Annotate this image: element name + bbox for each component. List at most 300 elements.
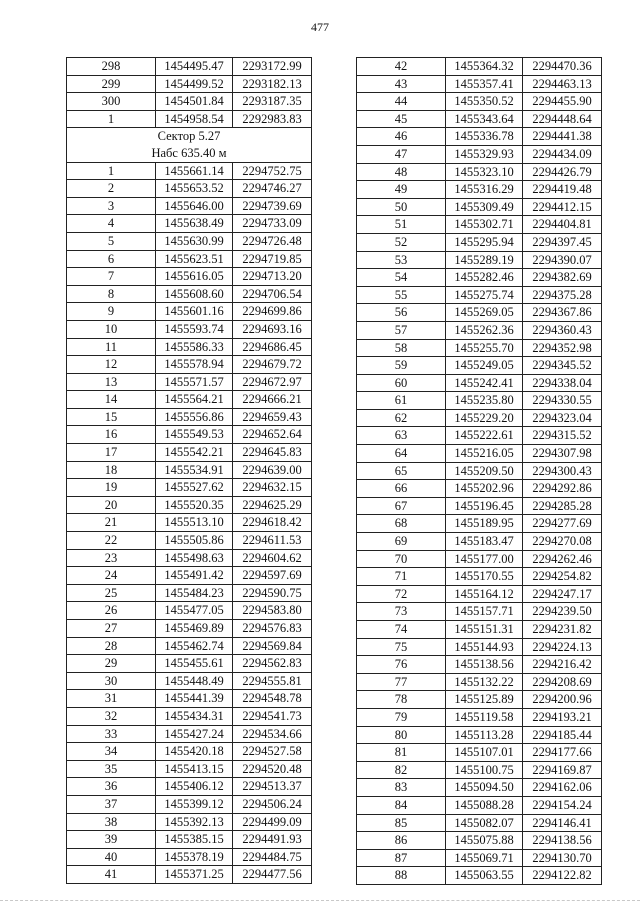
- y-coordinate-cell: 2294499.09: [233, 813, 312, 831]
- point-number-cell: 49: [357, 181, 446, 199]
- x-coordinate-cell: 1455520.35: [156, 496, 233, 514]
- table-row: [67, 743, 312, 761]
- table-row: [357, 621, 602, 639]
- point-number-cell: 71: [357, 568, 446, 586]
- x-coordinate-cell: 1455564.21: [156, 391, 233, 409]
- x-coordinate-cell: 1455229.20: [446, 409, 523, 427]
- x-coordinate-cell: 1455249.05: [446, 357, 523, 375]
- x-coordinate-cell: 1455455.61: [156, 655, 233, 673]
- table-row: [67, 795, 312, 813]
- table-row: [67, 848, 312, 866]
- point-number-cell: 16: [67, 426, 156, 444]
- x-coordinate-cell: 1455196.45: [446, 497, 523, 515]
- x-coordinate-cell: 1455491.42: [156, 567, 233, 585]
- y-coordinate-cell: 2294706.54: [233, 285, 312, 303]
- y-coordinate-cell: 2293187.35: [233, 93, 312, 111]
- x-coordinate-cell: 1455646.00: [156, 197, 233, 215]
- point-number-cell: 30: [67, 672, 156, 690]
- point-number-cell: 12: [67, 356, 156, 374]
- point-number-cell: 1: [67, 110, 156, 128]
- table-row: [357, 638, 602, 656]
- point-number-cell: 77: [357, 673, 446, 691]
- table-row: [67, 584, 312, 602]
- point-number-cell: 15: [67, 408, 156, 426]
- y-coordinate-cell: 2294672.97: [233, 373, 312, 391]
- table-row: [357, 163, 602, 181]
- x-coordinate-cell: 1455608.60: [156, 285, 233, 303]
- table-row: [67, 285, 312, 303]
- table-row: [67, 426, 312, 444]
- x-coordinate-cell: 1455125.89: [446, 691, 523, 709]
- y-coordinate-cell: 2294632.15: [233, 479, 312, 497]
- y-coordinate-cell: 2294367.86: [523, 304, 602, 322]
- x-coordinate-cell: 1455513.10: [156, 514, 233, 532]
- x-coordinate-cell: 1455542.21: [156, 444, 233, 462]
- x-coordinate-cell: 1454495.47: [156, 58, 233, 76]
- table-row: [357, 75, 602, 93]
- point-number-cell: 46: [357, 128, 446, 146]
- table-row: [357, 321, 602, 339]
- y-coordinate-cell: 2294686.45: [233, 338, 312, 356]
- x-coordinate-cell: 1455295.94: [446, 233, 523, 251]
- x-coordinate-cell: 1455653.52: [156, 180, 233, 198]
- x-coordinate-cell: 1455357.41: [446, 75, 523, 93]
- table-row: [357, 462, 602, 480]
- point-number-cell: 65: [357, 462, 446, 480]
- x-coordinate-cell: 1455082.07: [446, 814, 523, 832]
- y-coordinate-cell: 2294520.48: [233, 760, 312, 778]
- point-number-cell: 298: [67, 58, 156, 76]
- y-coordinate-cell: 2294652.64: [233, 426, 312, 444]
- y-coordinate-cell: 2294455.90: [523, 93, 602, 111]
- table-row: [357, 427, 602, 445]
- point-number-cell: 29: [67, 655, 156, 673]
- x-coordinate-cell: 1455593.74: [156, 320, 233, 338]
- x-coordinate-cell: 1455477.05: [156, 602, 233, 620]
- x-coordinate-cell: 1455385.15: [156, 831, 233, 849]
- point-number-cell: 53: [357, 251, 446, 269]
- table-row: [357, 832, 602, 850]
- y-coordinate-cell: 2294390.07: [523, 251, 602, 269]
- y-coordinate-cell: 2294404.81: [523, 216, 602, 234]
- table-row: [357, 198, 602, 216]
- y-coordinate-cell: 2294597.69: [233, 567, 312, 585]
- y-coordinate-cell: 2294375.28: [523, 286, 602, 304]
- y-coordinate-cell: 2294739.69: [233, 197, 312, 215]
- y-coordinate-cell: 2294360.43: [523, 321, 602, 339]
- x-coordinate-cell: 1455498.63: [156, 549, 233, 567]
- y-coordinate-cell: 2294555.81: [233, 672, 312, 690]
- table-row: [67, 197, 312, 215]
- x-coordinate-cell: 1455329.93: [446, 145, 523, 163]
- x-coordinate-cell: 1455235.80: [446, 392, 523, 410]
- x-coordinate-cell: 1455336.78: [446, 128, 523, 146]
- sector-header-cell: [67, 128, 312, 162]
- table-row: [67, 620, 312, 638]
- point-number-cell: 9: [67, 303, 156, 321]
- table-row: [67, 232, 312, 250]
- point-number-cell: 57: [357, 321, 446, 339]
- table-row: [357, 708, 602, 726]
- x-coordinate-cell: 1455216.05: [446, 445, 523, 463]
- point-number-cell: 28: [67, 637, 156, 655]
- y-coordinate-cell: 2294323.04: [523, 409, 602, 427]
- y-coordinate-cell: 2293182.13: [233, 75, 312, 93]
- point-number-cell: 59: [357, 357, 446, 375]
- table-row: [357, 374, 602, 392]
- table-row: [357, 726, 602, 744]
- table-row: [67, 356, 312, 374]
- x-coordinate-cell: 1455427.24: [156, 725, 233, 743]
- table-row: [67, 760, 312, 778]
- x-coordinate-cell: 1455578.94: [156, 356, 233, 374]
- x-coordinate-cell: 1455556.86: [156, 408, 233, 426]
- x-coordinate-cell: 1455462.74: [156, 637, 233, 655]
- table-row: [67, 110, 312, 128]
- table-row: [67, 479, 312, 497]
- x-coordinate-cell: 1455534.91: [156, 461, 233, 479]
- y-coordinate-cell: 2294434.09: [523, 145, 602, 163]
- x-coordinate-cell: 1455262.36: [446, 321, 523, 339]
- table-row: [67, 320, 312, 338]
- scan-edge-line: [0, 900, 640, 901]
- point-number-cell: 66: [357, 480, 446, 498]
- y-coordinate-cell: 2294277.69: [523, 515, 602, 533]
- y-coordinate-cell: 2294154.24: [523, 796, 602, 814]
- x-coordinate-cell: 1455309.49: [446, 198, 523, 216]
- x-coordinate-cell: 1455549.53: [156, 426, 233, 444]
- point-number-cell: 20: [67, 496, 156, 514]
- x-coordinate-cell: 1455399.12: [156, 795, 233, 813]
- table-row: [67, 250, 312, 268]
- point-number-cell: 87: [357, 849, 446, 867]
- y-coordinate-cell: 2294412.15: [523, 198, 602, 216]
- x-coordinate-cell: 1454501.84: [156, 93, 233, 111]
- table-row: [357, 480, 602, 498]
- y-coordinate-cell: 2292983.83: [233, 110, 312, 128]
- point-number-cell: 18: [67, 461, 156, 479]
- y-coordinate-cell: 2294138.56: [523, 832, 602, 850]
- point-number-cell: 85: [357, 814, 446, 832]
- y-coordinate-cell: 2294583.80: [233, 602, 312, 620]
- y-coordinate-cell: 2294345.52: [523, 357, 602, 375]
- point-number-cell: 4: [67, 215, 156, 233]
- table-row: [357, 533, 602, 551]
- table-row: [357, 497, 602, 515]
- x-coordinate-cell: 1455132.22: [446, 673, 523, 691]
- x-coordinate-cell: 1455378.19: [156, 848, 233, 866]
- y-coordinate-cell: 2294625.29: [233, 496, 312, 514]
- x-coordinate-cell: 1455255.70: [446, 339, 523, 357]
- y-coordinate-cell: 2294713.20: [233, 268, 312, 286]
- point-number-cell: 25: [67, 584, 156, 602]
- y-coordinate-cell: 2294463.13: [523, 75, 602, 93]
- y-coordinate-cell: 2294177.66: [523, 744, 602, 762]
- x-coordinate-cell: 1455107.01: [446, 744, 523, 762]
- point-number-cell: 3: [67, 197, 156, 215]
- point-number-cell: 34: [67, 743, 156, 761]
- table-row: [357, 445, 602, 463]
- table-row: [357, 269, 602, 287]
- y-coordinate-cell: 2294484.75: [233, 848, 312, 866]
- table-row: [67, 602, 312, 620]
- point-number-cell: 86: [357, 832, 446, 850]
- point-number-cell: 56: [357, 304, 446, 322]
- x-coordinate-cell: 1455413.15: [156, 760, 233, 778]
- point-number-cell: 63: [357, 427, 446, 445]
- point-number-cell: 81: [357, 744, 446, 762]
- table-row: [357, 849, 602, 867]
- y-coordinate-cell: 2294513.37: [233, 778, 312, 796]
- x-coordinate-cell: 1455441.39: [156, 690, 233, 708]
- point-number-cell: 58: [357, 339, 446, 357]
- point-number-cell: 68: [357, 515, 446, 533]
- y-coordinate-cell: 2294247.17: [523, 585, 602, 603]
- point-number-cell: 10: [67, 320, 156, 338]
- x-coordinate-cell: 1455088.28: [446, 796, 523, 814]
- y-coordinate-cell: 2294397.45: [523, 233, 602, 251]
- y-coordinate-cell: 2294292.86: [523, 480, 602, 498]
- x-coordinate-cell: 1455202.96: [446, 480, 523, 498]
- point-number-cell: 44: [357, 93, 446, 111]
- table-row: [67, 813, 312, 831]
- point-number-cell: 82: [357, 761, 446, 779]
- x-coordinate-cell: 1455623.51: [156, 250, 233, 268]
- table-row: [357, 93, 602, 111]
- point-number-cell: 47: [357, 145, 446, 163]
- y-coordinate-cell: 2294527.58: [233, 743, 312, 761]
- table-row: [67, 707, 312, 725]
- x-coordinate-cell: 1455350.52: [446, 93, 523, 111]
- y-coordinate-cell: 2294679.72: [233, 356, 312, 374]
- y-coordinate-cell: 2294576.83: [233, 620, 312, 638]
- table-row: [67, 866, 312, 884]
- x-coordinate-cell: 1455209.50: [446, 462, 523, 480]
- y-coordinate-cell: 2294419.48: [523, 181, 602, 199]
- table-row: [67, 655, 312, 673]
- point-number-cell: 11: [67, 338, 156, 356]
- x-coordinate-cell: 1455100.75: [446, 761, 523, 779]
- table-row: [357, 515, 602, 533]
- y-coordinate-cell: 2294146.41: [523, 814, 602, 832]
- x-coordinate-cell: 1455586.33: [156, 338, 233, 356]
- x-coordinate-cell: 1455638.49: [156, 215, 233, 233]
- sector-header-row: [67, 128, 312, 162]
- y-coordinate-cell: 2294611.53: [233, 532, 312, 550]
- point-number-cell: 27: [67, 620, 156, 638]
- point-number-cell: 1: [67, 162, 156, 180]
- point-number-cell: 32: [67, 707, 156, 725]
- table-row: [357, 796, 602, 814]
- y-coordinate-cell: 2294426.79: [523, 163, 602, 181]
- table-row: [357, 691, 602, 709]
- table-row: [357, 779, 602, 797]
- y-coordinate-cell: 2294534.66: [233, 725, 312, 743]
- table-row: [67, 162, 312, 180]
- point-number-cell: 67: [357, 497, 446, 515]
- point-number-cell: 79: [357, 708, 446, 726]
- x-coordinate-cell: 1455302.71: [446, 216, 523, 234]
- y-coordinate-cell: 2294254.82: [523, 568, 602, 586]
- y-coordinate-cell: 2294590.75: [233, 584, 312, 602]
- y-coordinate-cell: 2294162.06: [523, 779, 602, 797]
- sector-title: Сектор 5.27: [157, 129, 221, 144]
- point-number-cell: 24: [67, 567, 156, 585]
- y-coordinate-cell: 2294639.00: [233, 461, 312, 479]
- point-number-cell: 300: [67, 93, 156, 111]
- x-coordinate-cell: 1455406.12: [156, 778, 233, 796]
- x-coordinate-cell: 1455371.25: [156, 866, 233, 884]
- point-number-cell: 69: [357, 533, 446, 551]
- table-row: [67, 637, 312, 655]
- y-coordinate-cell: 2294300.43: [523, 462, 602, 480]
- x-coordinate-cell: 1455144.93: [446, 638, 523, 656]
- x-coordinate-cell: 1455434.31: [156, 707, 233, 725]
- x-coordinate-cell: 1455094.50: [446, 779, 523, 797]
- y-coordinate-cell: 2294470.36: [523, 58, 602, 76]
- table-row: [67, 215, 312, 233]
- x-coordinate-cell: 1455177.00: [446, 550, 523, 568]
- table-row: [67, 831, 312, 849]
- table-row: [357, 603, 602, 621]
- y-coordinate-cell: 2294270.08: [523, 533, 602, 551]
- y-coordinate-cell: 2294491.93: [233, 831, 312, 849]
- x-coordinate-cell: 1455069.71: [446, 849, 523, 867]
- x-coordinate-cell: 1455242.41: [446, 374, 523, 392]
- x-coordinate-cell: 1455289.19: [446, 251, 523, 269]
- y-coordinate-cell: 2294285.28: [523, 497, 602, 515]
- table-row: [357, 216, 602, 234]
- point-number-cell: 6: [67, 250, 156, 268]
- point-number-cell: 54: [357, 269, 446, 287]
- x-coordinate-cell: 1455343.64: [446, 110, 523, 128]
- point-number-cell: 8: [67, 285, 156, 303]
- y-coordinate-cell: 2294130.70: [523, 849, 602, 867]
- y-coordinate-cell: 2294562.83: [233, 655, 312, 673]
- table-row: [357, 744, 602, 762]
- y-coordinate-cell: 2294604.62: [233, 549, 312, 567]
- y-coordinate-cell: 2294548.78: [233, 690, 312, 708]
- table-row: [67, 532, 312, 550]
- table-row: [67, 549, 312, 567]
- point-number-cell: 14: [67, 391, 156, 409]
- x-coordinate-cell: 1455469.89: [156, 620, 233, 638]
- y-coordinate-cell: 2294726.48: [233, 232, 312, 250]
- table-row: [357, 181, 602, 199]
- table-row: [67, 58, 312, 76]
- table-row: [67, 444, 312, 462]
- point-number-cell: 55: [357, 286, 446, 304]
- point-number-cell: 22: [67, 532, 156, 550]
- y-coordinate-cell: 2294200.96: [523, 691, 602, 709]
- x-coordinate-cell: 1455189.95: [446, 515, 523, 533]
- point-number-cell: 2: [67, 180, 156, 198]
- point-number-cell: 23: [67, 549, 156, 567]
- y-coordinate-cell: 2294666.21: [233, 391, 312, 409]
- table-row: [357, 357, 602, 375]
- x-coordinate-cell: 1455392.13: [156, 813, 233, 831]
- x-coordinate-cell: 1455420.18: [156, 743, 233, 761]
- table-row: [67, 180, 312, 198]
- x-coordinate-cell: 1454958.54: [156, 110, 233, 128]
- y-coordinate-cell: 2294262.46: [523, 550, 602, 568]
- point-number-cell: 48: [357, 163, 446, 181]
- y-coordinate-cell: 2294185.44: [523, 726, 602, 744]
- y-coordinate-cell: 2294746.27: [233, 180, 312, 198]
- sector-subtitle: Набс 635.40 м: [151, 145, 227, 160]
- y-coordinate-cell: 2294122.82: [523, 867, 602, 885]
- y-coordinate-cell: 2294231.82: [523, 621, 602, 639]
- point-number-cell: 38: [67, 813, 156, 831]
- point-number-cell: 62: [357, 409, 446, 427]
- point-number-cell: 83: [357, 779, 446, 797]
- x-coordinate-cell: 1455164.12: [446, 585, 523, 603]
- y-coordinate-cell: 2294541.73: [233, 707, 312, 725]
- y-coordinate-cell: 2294699.86: [233, 303, 312, 321]
- point-number-cell: 64: [357, 445, 446, 463]
- point-number-cell: 61: [357, 392, 446, 410]
- point-number-cell: 84: [357, 796, 446, 814]
- coordinates-table-right: [356, 57, 602, 885]
- x-coordinate-cell: 1455616.05: [156, 268, 233, 286]
- point-number-cell: 73: [357, 603, 446, 621]
- table-row: [357, 656, 602, 674]
- y-coordinate-cell: 2294193.21: [523, 708, 602, 726]
- x-coordinate-cell: 1455571.57: [156, 373, 233, 391]
- x-coordinate-cell: 1454499.52: [156, 75, 233, 93]
- table-row: [357, 110, 602, 128]
- point-number-cell: 39: [67, 831, 156, 849]
- table-row: [357, 409, 602, 427]
- y-coordinate-cell: 2294169.87: [523, 761, 602, 779]
- y-coordinate-cell: 2294448.64: [523, 110, 602, 128]
- table-row: [357, 673, 602, 691]
- table-row: [67, 496, 312, 514]
- table-row: [357, 761, 602, 779]
- x-coordinate-cell: 1455075.88: [446, 832, 523, 850]
- point-number-cell: 70: [357, 550, 446, 568]
- table-row: [357, 128, 602, 146]
- point-number-cell: 60: [357, 374, 446, 392]
- table-row: [357, 339, 602, 357]
- x-coordinate-cell: 1455630.99: [156, 232, 233, 250]
- table-row: [67, 690, 312, 708]
- x-coordinate-cell: 1455282.46: [446, 269, 523, 287]
- point-number-cell: 17: [67, 444, 156, 462]
- y-coordinate-cell: 2294477.56: [233, 866, 312, 884]
- table-row: [67, 778, 312, 796]
- table-row: [67, 93, 312, 111]
- y-coordinate-cell: 2294208.69: [523, 673, 602, 691]
- x-coordinate-cell: 1455364.32: [446, 58, 523, 76]
- y-coordinate-cell: 2294659.43: [233, 408, 312, 426]
- y-coordinate-cell: 2294315.52: [523, 427, 602, 445]
- y-coordinate-cell: 2294382.69: [523, 269, 602, 287]
- point-number-cell: 19: [67, 479, 156, 497]
- point-number-cell: 33: [67, 725, 156, 743]
- point-number-cell: 42: [357, 58, 446, 76]
- table-row: [357, 568, 602, 586]
- y-coordinate-cell: 2294441.38: [523, 128, 602, 146]
- x-coordinate-cell: 1455323.10: [446, 163, 523, 181]
- point-number-cell: 75: [357, 638, 446, 656]
- point-number-cell: 13: [67, 373, 156, 391]
- point-number-cell: 88: [357, 867, 446, 885]
- point-number-cell: 43: [357, 75, 446, 93]
- point-number-cell: 78: [357, 691, 446, 709]
- point-number-cell: 26: [67, 602, 156, 620]
- coordinates-table-left: [66, 57, 312, 884]
